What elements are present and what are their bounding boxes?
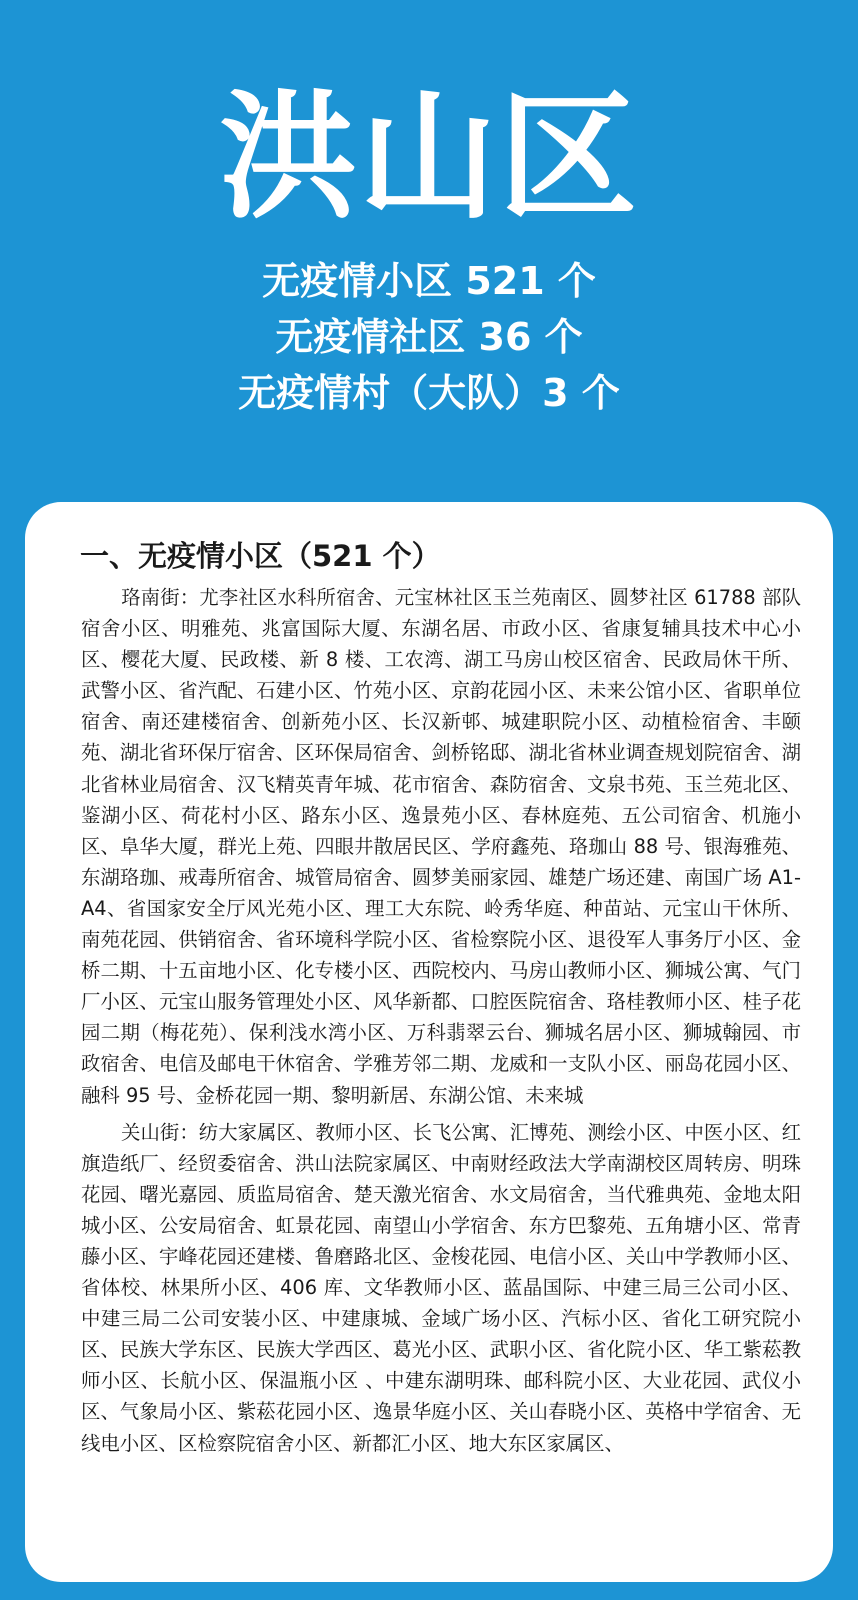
paragraph-text-guanshan: 纺大家属区、教师小区、长飞公寓、汇博苑、测绘小区、中医小区、红旗造纸厂、经贸委宿舍、洪山法院家属区、中南财经政法大学南湖校区周转房、明珠花园、曙光嘉园、质监局宿舍、楚天激光宿舍、水文局宿舍，当代雅典苑、金地太阳城小区、公安局宿舍、虹景花园、南望山小学宿舍、东方巴黎苑、五角塘小区、常青藤小区、宇峰花园还建楼、鲁磨路北区、金梭花园、电信小区、关山中学教师小区、省体校、林果所小区、406 库、文华教师小区、蓝晶国际、中建三局三公司小区、中建三局二公司安装小区、中建康城、金域广场小区、汽标小区、省化工研究院小区、民族大学东区、民族大学西区、葛光小区、武职小区、省化院小区、华工紫菘教师小区、长航小区、保温瓶小区 、中建东湖明珠、邮科院小区、大业花园、武仪小区、气象局小区、紫菘花园小区、逸景华庭小区、关山春晓小区、英格中学宿舍、无线电小区、区检察院宿舍小区、新都汇小区、地大东区家属区、 <box>81 1120 802 1455</box>
street-name-luonan: 珞南街： <box>121 586 200 609</box>
content-card <box>25 502 833 1582</box>
body-text <box>81 582 801 1465</box>
street-name-guanshan: 关山街： <box>121 1120 199 1144</box>
header-banner <box>0 0 858 500</box>
stat-line-communities: 无疫情小区 521 个 <box>262 259 596 303</box>
paragraph-guanshan <box>81 1117 801 1459</box>
paragraph-luonan <box>81 582 801 1111</box>
paragraph-text-luonan: 尤李社区水科所宿舍、元宝林社区玉兰苑南区、圆梦社区 61788 部队宿舍小区、明雅苑、兆富国际大厦、东湖名居、市政小区、省康复辅具技术中心小区、樱花大厦、民政楼、新 8 楼、工农湾、湖工马房山校区宿舍、民政局休干所、武警小区、省汽配、石建小区、竹苑小区、京韵花园小区、未来公馆小区、省职单位宿舍、南还建楼宿舍、创新苑小区、长汉新邨、城建职院小区、动植检宿舍、丰颐苑、湖北省环保厅宿舍、区环保局宿舍、剑桥铭邸、湖北省林业调查规划院宿舍、湖北省林业局宿舍、汉飞精英青年城、花市宿舍、森防宿舍、文泉书苑、玉兰苑北区、鉴湖小区、荷花村小区、路东小区、逸景苑小区、春林庭苑、五公司宿舍、机施小区、阜华大厦，群光上苑、四眼井散居民区、学府鑫苑、珞珈山 88 号、银海雅苑、东湖珞珈、戒毒所宿舍、城管局宿舍、圆梦美丽家园、雄楚广场还建、南国广场 A1-A4、省国家安全厅风光苑小区、理工大东院、岭秀华庭、种苗站、元宝山干休所、南苑花园、供销宿舍、省环境科学院小区、省检察院小区、退役军人事务厅小区、金桥二期、十五亩地小区、化专楼小区、西院校内、马房山教师小区、狮城公寓、气门厂小区、元宝山服务管理处小区、风华新都、口腔医院宿舍、珞桂教师小区、桂子花园二期（梅花苑）、保利浅水湾小区、万科翡翠云台、狮城名居小区、狮城翰园、市政宿舍、电信及邮电干休宿舍、学雅芳邻二期、龙威和一支队小区、丽岛花园小区、融科 95 号、金桥花园一期、黎明新居、东湖公馆、未来城 <box>81 586 802 1107</box>
section-title: 一、无疫情小区（521 个） <box>80 539 441 573</box>
district-title: 洪山区 <box>218 77 639 238</box>
stats-block <box>0 253 858 421</box>
stat-line-neighborhoods: 无疫情社区 36 个 <box>275 315 583 359</box>
stat-line-villages: 无疫情村（大队）3 个 <box>238 371 620 415</box>
